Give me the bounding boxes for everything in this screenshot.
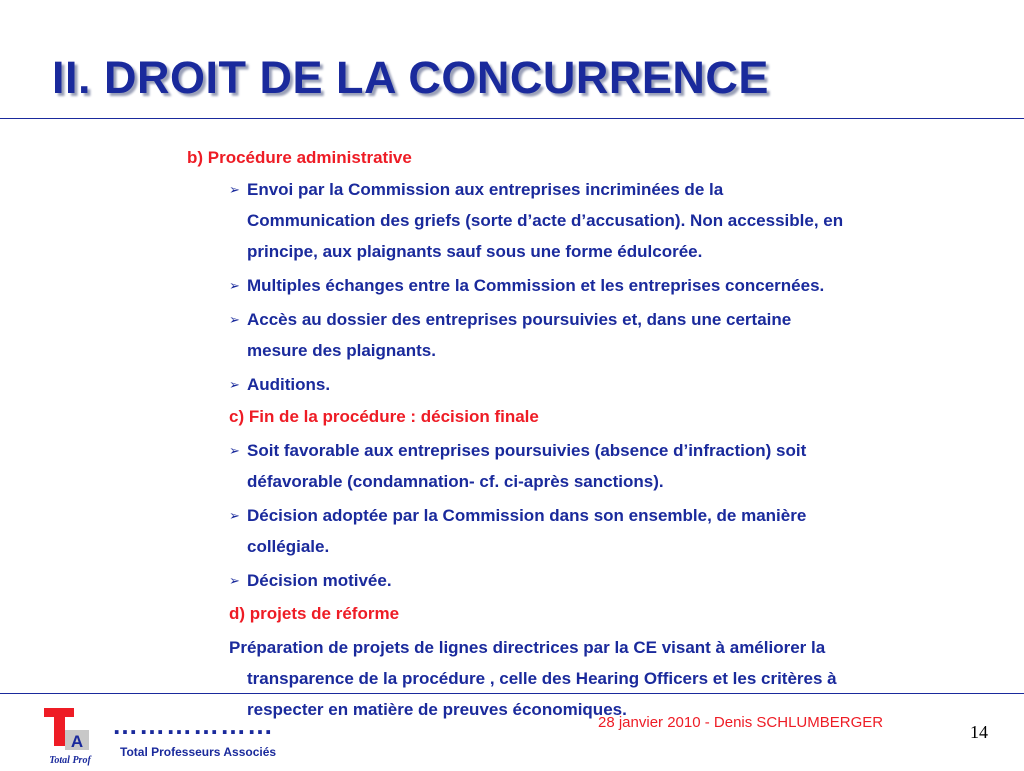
bullet-text-continued: principe, aux plaignants sauf sous une forme édulcorée. — [247, 242, 703, 261]
bullet-arrow-icon: ➢ — [229, 508, 240, 523]
tpa-logo — [40, 704, 100, 766]
footer-date-author: 28 janvier 2010 - Denis SCHLUMBERGER — [598, 714, 884, 731]
bullet-arrow-icon: ➢ — [229, 312, 240, 327]
footer-divider — [0, 693, 1024, 694]
bullet-text-continued: défavorable (condamnation- cf. ci-après sanctions). — [247, 472, 664, 491]
bullet-text: Multiples échanges entre la Commission et les entreprises concernées. — [247, 276, 825, 295]
bullet-text: Accès au dossier des entreprises poursuivies et, dans une certaine — [247, 310, 792, 329]
bullet-arrow-icon: ➢ — [229, 573, 240, 588]
paragraph-text-continued: respecter en matière de preuves économiques. — [247, 700, 627, 719]
bullet-text-continued: collégiale. — [247, 537, 330, 556]
section-heading-b: b) Procédure administrative — [187, 148, 412, 167]
bullet-text: Envoi par la Commission aux entreprises incriminées de la — [247, 180, 724, 199]
bullet-text: Auditions. — [247, 375, 331, 394]
bullet-text-continued: Communication des griefs (sorte d’acte d’accusation). Non accessible, en — [247, 211, 844, 230]
section-heading-c: c) Fin de la procédure : décision finale — [229, 407, 539, 426]
bullet-text: Décision motivée. — [247, 571, 392, 590]
bullet-arrow-icon: ➢ — [229, 278, 240, 293]
logo-tagline: Total Prof — [49, 755, 91, 766]
logo-dots: ……………… — [112, 710, 274, 740]
page-number: 14 — [970, 722, 988, 742]
paragraph-text-continued: transparence de la procédure , celle des Hearing Officers et les critères à — [247, 669, 837, 688]
bullet-text-continued: mesure des plaignants. — [247, 341, 436, 360]
bullet-arrow-icon: ➢ — [229, 182, 240, 197]
bullet-text: Soit favorable aux entreprises poursuivies (absence d’infraction) soit — [247, 441, 807, 460]
logo-mark: A — [70, 732, 84, 751]
bullet-arrow-icon: ➢ — [229, 377, 240, 392]
bullet-text: Décision adoptée par la Commission dans son ensemble, de manière — [247, 506, 807, 525]
bullet-arrow-icon: ➢ — [229, 443, 240, 458]
section-heading-d: d) projets de réforme — [229, 604, 400, 623]
paragraph-text: Préparation de projets de lignes directrices par la CE visant à améliorer la — [229, 638, 826, 657]
company-name: Total Professeurs Associés — [120, 745, 277, 759]
slide-title: II. DROIT DE LA CONCURRENCE — [52, 52, 769, 103]
